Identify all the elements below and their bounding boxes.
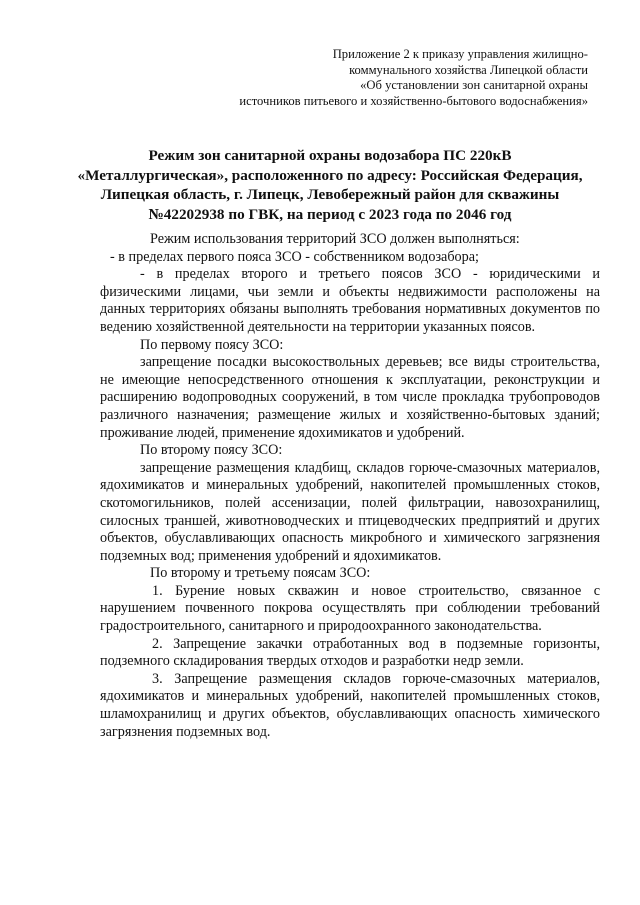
title-line: Липецкая область, г. Липецк, Левобережный район для скважины <box>100 186 560 203</box>
document-body <box>100 231 600 741</box>
zone1-restrictions: запрещение посадки высокоствольных деревьев; все виды строительства, не имеющие непосредственного отношения к эксплуатации, реконструкции и расширению водопроводных сооружений, в том числе прокладка трубопроводов различного назначения; размещение жилых и хозяйственно-бытовых зданий; проживание людей, применение ядохимикатов и удобрений. <box>100 354 600 441</box>
first-zone-owner-item: - в пределах первого пояса ЗСО - собственником водозабора; <box>110 248 479 265</box>
zone1-heading: По первому поясу ЗСО: <box>140 336 284 353</box>
zone2-restrictions: запрещение размещения кладбищ, складов горюче-смазочных материалов, ядохимикатов и минеральных удобрений, накопителей промышленных стоков, скотомогильников, полей ассенизации, полей фильтрации, навозохранилищ, силосных траншей, животноводческих и птицеводческих предприятий и других объектов, обуславливающих опасность микробного и химического загрязнения подземных вод; применения удобрений и ядохимикатов. <box>100 459 600 564</box>
document-title <box>60 146 600 224</box>
appendix-line: коммунального хозяйства Липецкой области <box>349 62 588 77</box>
appendix-line: источников питьевого и хозяйственно-бытового водоснабжения» <box>239 93 588 108</box>
title-line: №42202938 по ГВК, на период с 2023 года по 2046 год <box>148 205 512 223</box>
zone23-heading: По второму и третьему поясам ЗСО: <box>150 565 371 582</box>
appendix-note <box>168 47 588 109</box>
title-line: «Металлургическая», расположенного по адресу: Российская Федерация, <box>77 166 583 184</box>
zone23-item-2: 2. Запрещение закачки отработанных вод в подземные горизонты, подземного складирования твердых отходов и разработки недр земли. <box>100 635 600 670</box>
second-third-zone-item: - в пределах второго и третьего поясов ЗСО - юридическими и физическими лицами, чьи земли и объекты недвижимости расположены на данных территориях обязаны выполнять требования нормативных документов по ведению хозяйственной деятельности на территории указанных поясов. <box>100 266 600 335</box>
appendix-line: «Об установлении зон санитарной охраны <box>360 78 588 92</box>
intro-paragraph: Режим использования территорий ЗСО должен выполняться: <box>150 231 520 247</box>
zone23-item-1: 1. Бурение новых скважин и новое строительство, связанное с нарушением почвенного покрова осуществлять при соблюдении требований градостроительного, санитарного и природоохранного законодательства. <box>100 582 600 635</box>
appendix-line: Приложение 2 к приказу управления жилищно- <box>332 47 588 61</box>
zone23-item-3: 3. Запрещение размещения складов горюче-смазочных материалов, ядохимикатов и минеральных удобрений, накопителей промышленных стоков, шламохранилищ и других объектов, обуславливающих опасность химического загрязнения подземных вод. <box>100 670 600 740</box>
title-line: Режим зон санитарной охраны водозабора ПС 220кВ <box>148 147 512 164</box>
zone2-heading: По второму поясу ЗСО: <box>140 442 283 459</box>
